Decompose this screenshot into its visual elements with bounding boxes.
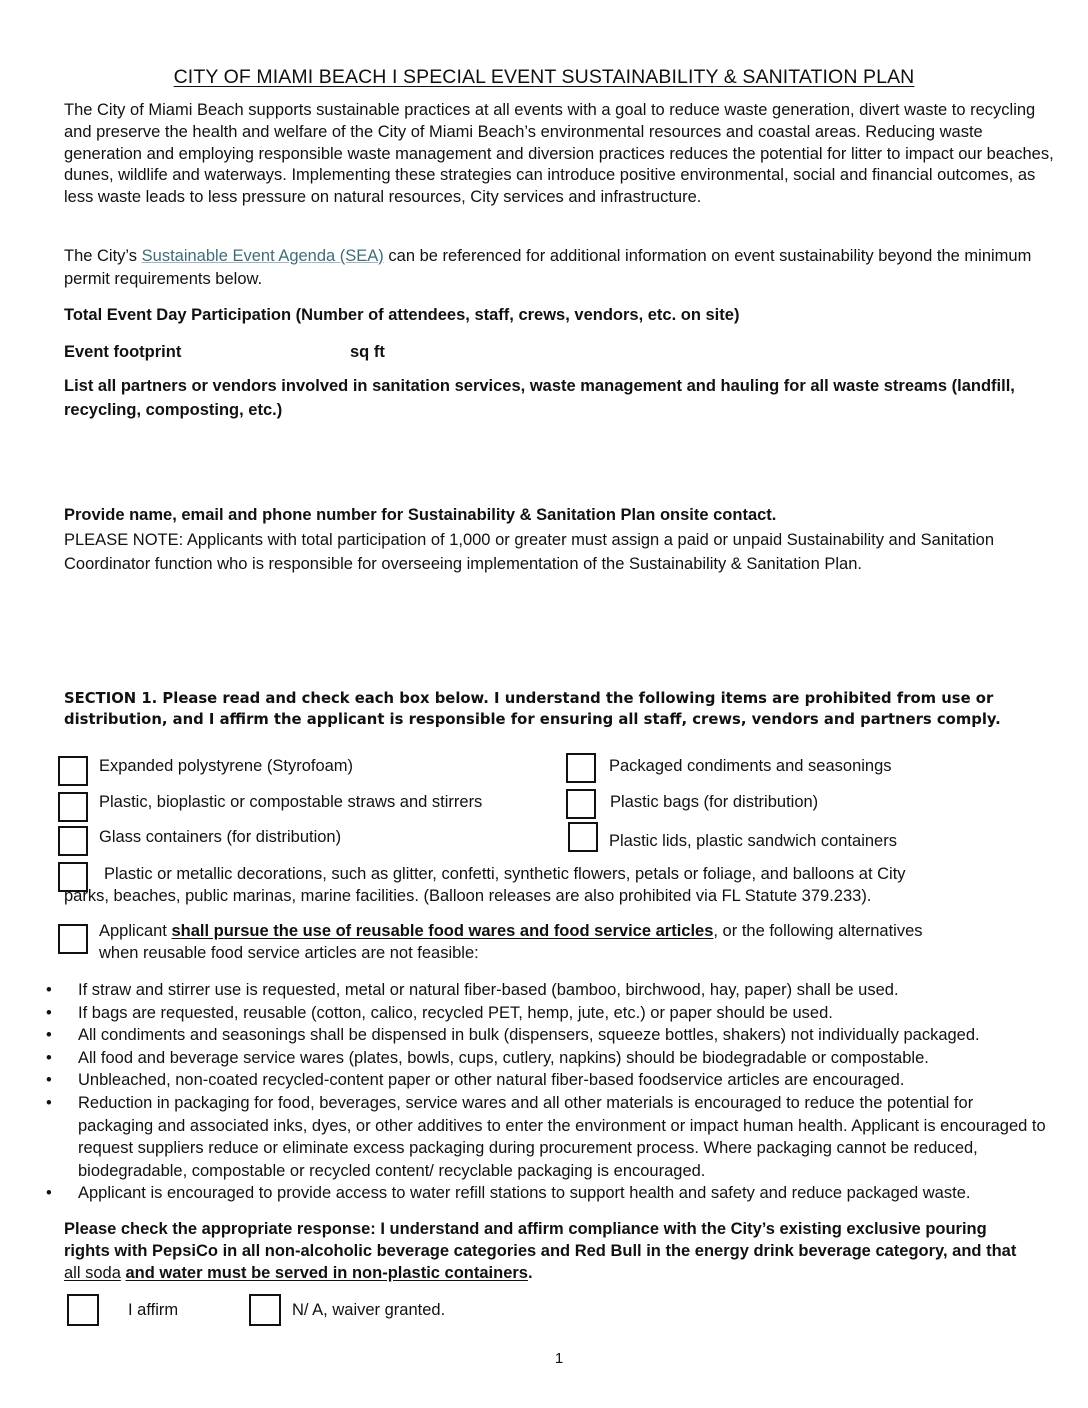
list-item: • Unbleached, non-coated recycled-content paper or other natural fiber-based foodservice articles are encouraged. (0, 1069, 1070, 1092)
pouring-all-soda: all soda (64, 1264, 121, 1283)
pouring-main: Please check the appropriate response: I understand and affirm compliance with the City’s existing exclusive pouring rights with PepsiCo in all non-alcoholic beverage categories and Red Bull in the energy drink beverage category, and that (64, 1220, 1017, 1261)
list-item: • Applicant is encouraged to provide access to water refill stations to support health and safety and reduce packaged waste. (0, 1182, 1070, 1205)
decorations-line2: parks, beaches, public marinas, marine facilities. (Balloon releases are also prohibited via FL Statute 379.233). (64, 887, 872, 905)
participation-label: Total Event Day Participation (Number of attendees, staff, crews, vendors, etc. on site) (64, 306, 740, 324)
alternatives-list (0, 979, 1070, 1205)
reusable-prefix: Applicant (99, 922, 172, 940)
pouring-rights-statement (64, 1218, 1024, 1285)
intro-paragraph: The City of Miami Beach supports sustainable practices at all events with a goal to reduce waste generation, divert waste to recycling and preserve the health and welfare of the City of Miami Beach’s environmental resources and coastal areas. Reducing waste generation and employing responsible waste management and diversion practices reduces the potential for litter to impact our beaches, dunes, wildlife and waterways. Implementing these strategies can introduce positive environmental, social and financial outcomes, as less waste leads to less pressure on natural resources, City services and infrastructure. (64, 101, 1054, 207)
list-item: • If straw and stirrer use is requested, metal or natural fiber-based (bamboo, birchwood, hay, paper) shall be used. (0, 979, 1070, 1002)
plastic-bags-label: Plastic bags (for distribution) (610, 793, 819, 811)
footprint-unit: sq ft (350, 343, 385, 361)
reusable-line2: when reusable food service articles are not feasible: (99, 944, 479, 962)
condiments-checkbox[interactable] (566, 753, 596, 783)
page-number: 1 (554, 1350, 564, 1367)
reusable-suffix: , or the following alternatives (713, 922, 923, 940)
lids-label: Plastic lids, plastic sandwich containers (609, 832, 897, 850)
styrofoam-label: Expanded polystyrene (Styrofoam) (99, 757, 354, 775)
waiver-checkbox[interactable] (249, 1294, 281, 1326)
pouring-end: . (528, 1264, 533, 1283)
list-item: • Reduction in packaging for food, beverages, service wares and all other materials is encouraged to reduce the potential for packaging and associated inks, dyes, or other additives to enter the environment or impact human health. Applicant is encouraged to request suppliers reduce or eliminate excess packaging during procurement process. Where packaging cannot be reduced, biodegradable, compostable or recycled content/ recyclable packaging is encouraged. (0, 1092, 1070, 1182)
reusable-emphasis: shall pursue the use of reusable food wares and food service articles (171, 922, 714, 940)
list-item: • All condiments and seasonings shall be dispensed in bulk (dispensers, squeeze bottles, shakers) not individually packaged. (0, 1024, 1070, 1047)
reusable-line1 (99, 922, 923, 941)
affirm-label: I affirm (128, 1301, 179, 1319)
coordinator-note: PLEASE NOTE: Applicants with total participation of 1,000 or greater must assign a paid or unpaid Sustainability and Sanitation Coordinator function who is responsible for overseeing implementation of the Sustainability & Sanitation Plan. (64, 531, 995, 573)
sea-suffix: can be referenced for additional information on event sustainability beyond the minimum permit requirements below. (64, 247, 1032, 288)
partners-label: List all partners or vendors involved in sanitation services, waste management and hauling for all waste streams (landfill, recycling, composting, etc.) (64, 377, 1015, 419)
sea-paragraph (64, 245, 1054, 291)
glass-label: Glass containers (for distribution) (99, 828, 342, 846)
list-item: • All food and beverage service wares (plates, bowls, cups, cutlery, napkins) should be biodegradable or compostable. (0, 1047, 1070, 1070)
waiver-label: N/ A, waiver granted. (292, 1301, 446, 1319)
footprint-label: Event footprint (64, 343, 182, 361)
list-item: • If bags are requested, reusable (cotton, calico, recycled PET, hemp, jute, etc.) or paper should be used. (0, 1002, 1070, 1025)
styrofoam-checkbox[interactable] (58, 756, 88, 786)
reusable-checkbox[interactable] (58, 924, 88, 954)
page-title: CITY OF MIAMI BEACH I SPECIAL EVENT SUSTAINABILITY & SANITATION PLAN (173, 66, 915, 88)
contact-label: Provide name, email and phone number for Sustainability & Sanitation Plan onsite contact. (64, 506, 777, 524)
affirm-checkbox[interactable] (67, 1294, 99, 1326)
pouring-non-plastic: and water must be served in non-plastic containers (125, 1264, 528, 1283)
decorations-line1: Plastic or metallic decorations, such as glitter, confetti, synthetic flowers, petals or foliage, and balloons at City (104, 865, 906, 883)
straws-label: Plastic, bioplastic or compostable straws and stirrers (99, 793, 483, 811)
sea-link[interactable]: Sustainable Event Agenda (SEA) (141, 247, 384, 265)
straws-checkbox[interactable] (58, 792, 88, 822)
lids-checkbox[interactable] (568, 822, 598, 852)
section1-heading: SECTION 1. Please read and check each box below. I understand the following items are prohibited from use or distribution, and I affirm the applicant is responsible for ensuring all staff, crews, vendors and partners comply. (64, 690, 1001, 728)
glass-checkbox[interactable] (58, 826, 88, 856)
sea-prefix: The City’s (64, 247, 142, 265)
condiments-label: Packaged condiments and seasonings (609, 757, 892, 775)
plastic-bags-checkbox[interactable] (566, 789, 596, 819)
